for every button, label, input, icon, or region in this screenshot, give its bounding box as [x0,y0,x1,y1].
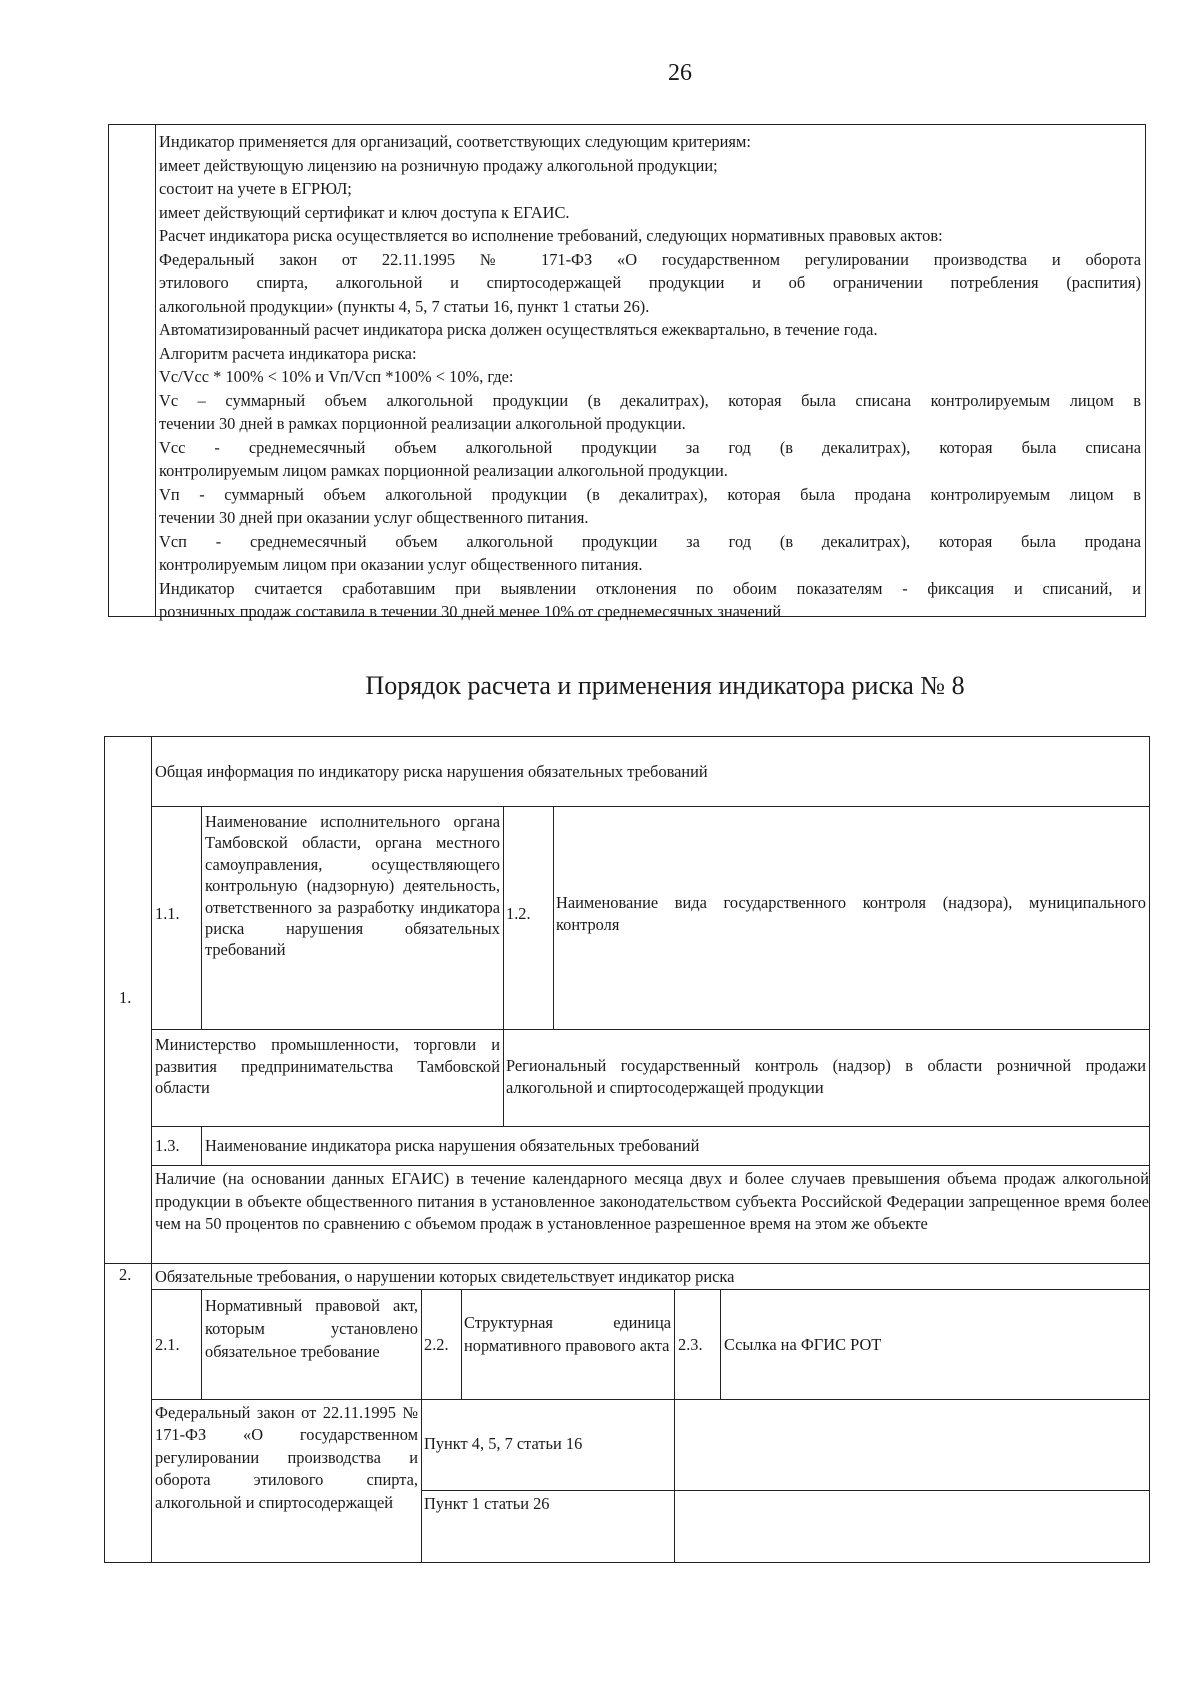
row-1-3-number: 1.3. [155,1136,180,1155]
criteria-line: Vсп - среднемесячный объем алкогольной продукции за год (в декалитрах), которая была продана [159,531,1141,551]
section-2-number: 2. [119,1265,132,1284]
row-1-3-header: Наименование индикатора риска нарушения обязательных требований [205,1136,700,1155]
row-1-2-header: Наименование вида государственного контроля (надзора), муниципального контроля [556,893,1146,934]
criteria-line: Автоматизированный расчет индикатора риска должен осуществляться ежеквартально, в течение года. [159,320,878,339]
criteria-line: Алгоритм расчета индикатора риска: [159,343,417,363]
row-2-3-number: 2.3. [678,1335,703,1354]
criteria-line: течении 30 дней при оказании услуг общественного питания. [159,508,589,527]
row-2-2-number: 2.2. [424,1335,449,1354]
section-2-title: Обязательные требования, о нарушении которых свидетельствует индикатор риска [155,1267,735,1286]
formula-line: Vc/Vcc * 100% < 10% и Vп/Vсп *100% < 10%, где: [159,367,514,386]
page-number: 26 [668,60,692,86]
row-1-1-value: Министерство промышленности, торговли и развития предпринимательства Тамбовской области [155,1035,500,1097]
section-1-title: Общая информация по индикатору риска нарушения обязательных требований [155,762,708,781]
row-2-1-number: 2.1. [155,1335,180,1354]
criteria-line: Vп - суммарный объем алкогольной продукции (в декалитрах), которая была продана контролируемым лицом в [159,484,1141,504]
criteria-line: течении 30 дней в рамках порционной реализации алкогольной продукции. [159,414,686,433]
criteria-line: Vcc - среднемесячный объем алкогольной продукции за год (в декалитрах), которая была списана [159,437,1141,457]
criteria-line: Индикатор считается сработавшим при выявлении отклонения по обоим показателям - фиксация и списаний, и [159,578,1141,598]
row-1-1-number: 1.1. [155,904,180,923]
criteria-line: розничных продаж составила в течении 30 дней менее 10% от среднемесячных значений [159,602,782,621]
row-1-2-value: Региональный государственный контроль (надзор) в области розничной продажи алкогольной и спиртосодержащей продукции [506,1056,1146,1097]
row-2-3-header: Ссылка на ФГИС РОТ [724,1335,882,1354]
criteria-line: контролируемым лицом при оказании услуг общественного питания. [159,555,643,574]
criteria-line: контролируемым лицом рамках порционной реализации алкогольной продукции. [159,461,728,480]
criteria-line: алкогольной продукции» (пункты 4, 5, 7 статьи 16, пункт 1 статьи 26). [159,296,650,316]
row-2-2-value-a: Пункт 4, 5, 7 статьи 16 [424,1434,583,1453]
criteria-line: имеет действующую лицензию на розничную продажу алкогольной продукции; [159,155,718,175]
criteria-line: имеет действующий сертификат и ключ доступа к ЕГАИС. [159,202,570,222]
row-2-2-value-b: Пункт 1 статьи 26 [424,1494,550,1513]
row-1-1-header: Наименование исполнительного органа Тамбовской области, органа местного самоуправления, осуществляющего контрольную (надзорную) деятельность, ответственного за разработку индикатора риска нарушения обязательных требований [205,812,500,960]
row-2-1-header: Нормативный правовой акт, которым установлено обязательное требование [205,1296,418,1361]
criteria-line: Индикатор применяется для организаций, соответствующих следующим критериям: [159,132,751,151]
criteria-table [108,124,1146,621]
criteria-line: Vc – суммарный объем алкогольной продукции (в декалитрах), которая была списана контролируемым лицом в [159,390,1141,410]
criteria-line: Расчет индикатора риска осуществляется во исполнение требований, следующих нормативных правовых актов: [159,226,943,245]
row-1-3-value: Наличие (на основании данных ЕГАИС) в течение календарного месяца двух и более случаев превышения объема продаж алкогольной продукции в объекте общественного питания в установленное законодательством субъекта Российской Федерации запрещенное время более чем на 50 процентов по сравнению с объемом продаж в установленное разрешенное время на этом же объекте [155,1169,1149,1234]
indicator-table [104,736,1150,1563]
row-1-2-number: 1.2. [506,904,531,923]
row-2-2-header: Структурная единица нормативного правового акта [464,1313,671,1355]
criteria-text [159,130,1141,624]
section-1-number: 1. [119,988,132,1007]
criteria-line: Федеральный закон от 22.11.1995 № 171-ФЗ «О государственном регулировании производства и оборота [159,249,1141,269]
criteria-line: состоит на учете в ЕГРЮЛ; [159,179,352,198]
row-2-1-value: Федеральный закон от 22.11.1995 № 171-ФЗ «О государственном регулировании производства и оборота этилового спирта, алкогольной и спиртосодержащей [155,1403,418,1512]
criteria-line: этилового спирта, алкогольной и спиртосодержащей продукции и об ограничении потребления (распития) [159,273,1141,292]
section-heading: Порядок расчета и применения индикатора риска № 8 [365,671,965,700]
